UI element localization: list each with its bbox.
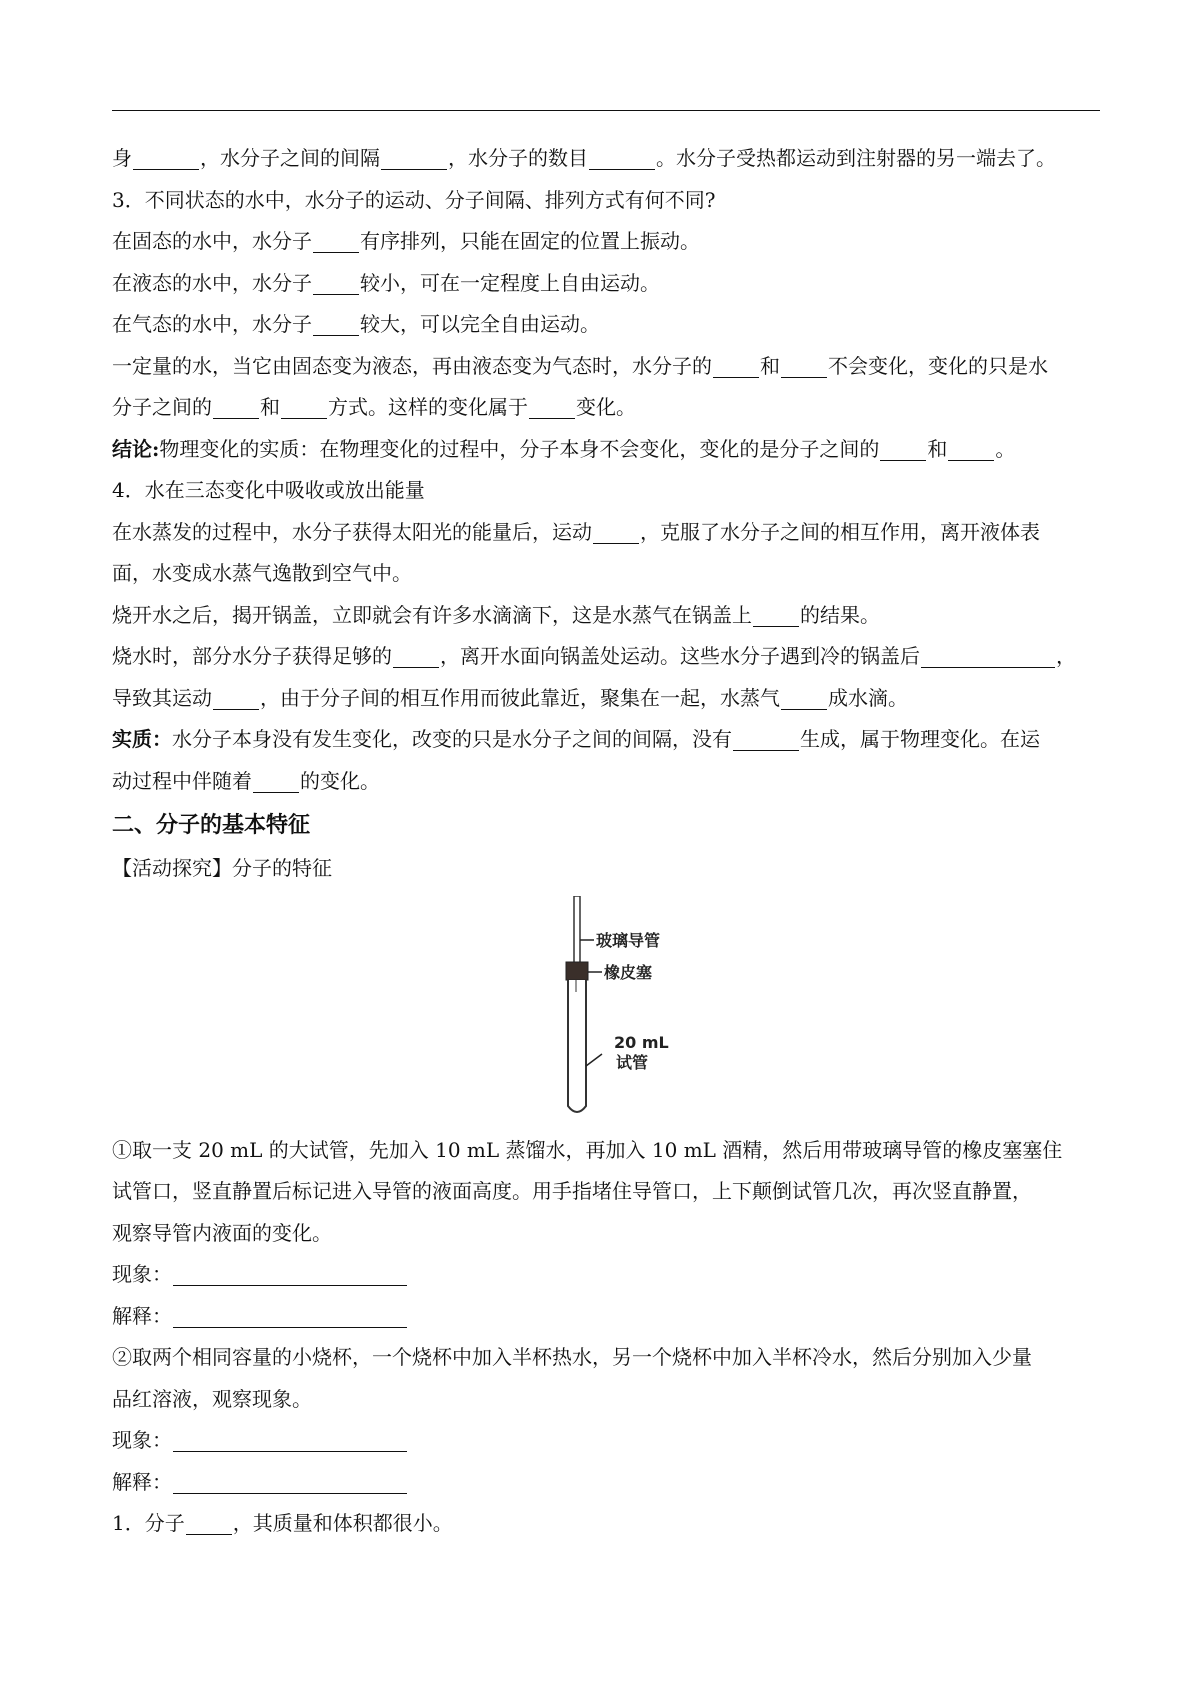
test-tube-shape — [568, 980, 586, 1112]
fill-blank[interactable] — [381, 169, 447, 170]
explanation-line — [112, 1462, 1100, 1504]
experiment-1-line: 观察导管内液面的变化。 — [112, 1220, 332, 1245]
text: 一定量的水，当它由固态变为液态，再由液态变为气态时，水分子的 — [112, 353, 712, 378]
fill-blank[interactable] — [213, 418, 259, 419]
text: 导致其运动 — [112, 685, 212, 710]
label-volume: 20 mL — [614, 1032, 669, 1052]
text-line — [112, 761, 1100, 803]
text-line — [112, 595, 1100, 637]
fill-blank[interactable] — [186, 1534, 232, 1535]
bold-label: 结论: — [112, 436, 160, 461]
text-line — [112, 1503, 1100, 1545]
essence-line — [112, 719, 1100, 761]
fill-blank[interactable] — [173, 1327, 407, 1328]
fill-blank[interactable] — [313, 252, 359, 253]
text: 在液态的水中，水分子 — [112, 270, 312, 295]
test-tube-diagram — [552, 896, 752, 1126]
document-body — [112, 138, 1100, 1545]
question-heading: 3．不同状态的水中，水分子的运动、分子间隔、排列方式有何不同? — [112, 187, 716, 212]
label-rubber-stopper: 橡皮塞 — [604, 962, 653, 982]
section-title: 二、分子的基本特征 — [112, 813, 311, 838]
text: 和 — [927, 436, 948, 461]
fill-blank[interactable] — [753, 626, 799, 627]
text: 方式。这样的变化属于 — [328, 395, 528, 419]
text: 水分子本身没有发生变化，改变的只是水分子之间的间隔，没有 — [172, 727, 732, 751]
fill-blank[interactable] — [393, 667, 439, 668]
text: 动过程中伴随着 — [112, 768, 252, 793]
text: 分子之间的 — [112, 395, 212, 419]
fill-blank[interactable] — [173, 1451, 407, 1452]
fill-blank[interactable] — [948, 460, 994, 461]
header-rule — [112, 110, 1100, 111]
text: 在固态的水中，水分子 — [112, 229, 312, 253]
text: 物理变化的实质：在物理变化的过程中，分子本身不会变化，变化的是分子之间的 — [159, 436, 880, 461]
text: 现象： — [112, 1262, 172, 1286]
fill-blank[interactable] — [529, 418, 575, 419]
text: 有序排列，只能在固定的位置上振动。 — [360, 229, 700, 253]
fill-blank[interactable] — [593, 543, 639, 544]
text: ，其质量和体积都很小。 — [232, 1511, 453, 1535]
text: 。水分子受热都运动到注射器的另一端去了。 — [656, 146, 1056, 170]
text-line — [112, 138, 1100, 180]
fill-blank[interactable] — [133, 169, 199, 170]
text-line — [112, 346, 1100, 388]
fill-blank[interactable] — [713, 377, 759, 378]
fill-blank[interactable] — [253, 792, 299, 793]
label-glass-tube: 玻璃导管 — [596, 930, 661, 950]
text: ，水分子的数目 — [448, 146, 588, 170]
text-line: 面，水变成水蒸气逸散到空气中。 — [112, 561, 412, 585]
text: 的变化。 — [300, 768, 380, 793]
fill-blank[interactable] — [781, 709, 827, 710]
fill-blank[interactable] — [313, 294, 359, 295]
text: ， — [1056, 644, 1076, 668]
text: 变化。 — [576, 395, 636, 419]
fill-blank[interactable] — [313, 335, 359, 336]
explanation-line — [112, 1296, 1100, 1338]
text: 和 — [260, 395, 280, 419]
text: ，由于分子间的相互作用而彼此靠近，聚集在一起，水蒸气 — [260, 685, 780, 710]
label-test-tube: 试管 — [616, 1052, 649, 1072]
text-line — [112, 512, 1100, 554]
text: 解释： — [112, 1469, 172, 1494]
test-tube-figure — [112, 890, 1100, 1130]
fill-blank[interactable] — [880, 460, 926, 461]
rubber-stopper-shape — [566, 962, 588, 980]
phenomenon-line — [112, 1420, 1100, 1462]
text: 生成，属于物理变化。在运 — [800, 727, 1040, 751]
text-line — [112, 636, 1100, 678]
text-line — [112, 387, 1100, 429]
text-line — [112, 221, 1100, 263]
text: 的结果。 — [800, 602, 880, 627]
text: 较大，可以完全自由运动。 — [360, 312, 600, 336]
experiment-2-line: 品红溶液，观察现象。 — [112, 1386, 312, 1411]
fill-blank[interactable] — [173, 1493, 407, 1494]
text-line — [112, 263, 1100, 305]
conclusion-line — [112, 429, 1100, 471]
text-line — [112, 678, 1100, 720]
fill-blank[interactable] — [281, 418, 327, 419]
text: 身 — [112, 146, 132, 170]
experiment-2-line: ②取两个相同容量的小烧杯，一个烧杯中加入半杯热水，另一个烧杯中加入半杯冷水，然后分别加入少量 — [112, 1345, 1032, 1369]
glass-tube-shape — [574, 896, 580, 968]
text: 在气态的水中，水分子 — [112, 312, 312, 336]
text: 1．分子 — [112, 1511, 185, 1535]
question-heading: 4．水在三态变化中吸收或放出能量 — [112, 478, 425, 502]
text: 烧开水之后，揭开锅盖，立即就会有许多水滴滴下，这是水蒸气在锅盖上 — [112, 602, 752, 627]
text: 和 — [760, 353, 780, 378]
text: ，水分子之间的间隔 — [200, 146, 380, 170]
text: 较小，可在一定程度上自由运动。 — [360, 270, 660, 295]
activity-title: 【活动探究】分子的特征 — [112, 856, 332, 880]
fill-blank[interactable] — [781, 377, 827, 378]
text: 不会变化，变化的只是水 — [828, 353, 1048, 378]
fill-blank[interactable] — [921, 667, 1055, 668]
text: 在水蒸发的过程中，水分子获得太阳光的能量后，运动 — [112, 519, 592, 544]
fill-blank[interactable] — [173, 1285, 407, 1286]
leader-line — [586, 1054, 602, 1066]
text: ，离开水面向锅盖处运动。这些水分子遇到冷的锅盖后 — [440, 644, 920, 668]
text: 烧水时，部分水分子获得足够的 — [112, 644, 392, 668]
fill-blank[interactable] — [733, 750, 799, 751]
text: 现象： — [112, 1428, 172, 1452]
experiment-1-line: 试管口，竖直静置后标记进入导管的液面高度。用手指堵住导管口，上下颠倒试管几次，再次竖直静置， — [112, 1179, 1032, 1203]
text: 。 — [995, 436, 1016, 461]
experiment-1-line: ①取一支 20 mL 的大试管，先加入 10 mL 蒸馏水，再加入 10 mL 酒精，然后用带玻璃导管的橡皮塞塞住 — [112, 1137, 1063, 1162]
text: 解释： — [112, 1303, 172, 1328]
phenomenon-line — [112, 1254, 1100, 1296]
text: ，克服了水分子之间的相互作用，离开液体表 — [640, 519, 1040, 544]
fill-blank[interactable] — [589, 169, 655, 170]
fill-blank[interactable] — [213, 709, 259, 710]
text-line — [112, 304, 1100, 346]
bold-label: 实质： — [112, 727, 172, 751]
text: 成水滴。 — [828, 685, 908, 710]
